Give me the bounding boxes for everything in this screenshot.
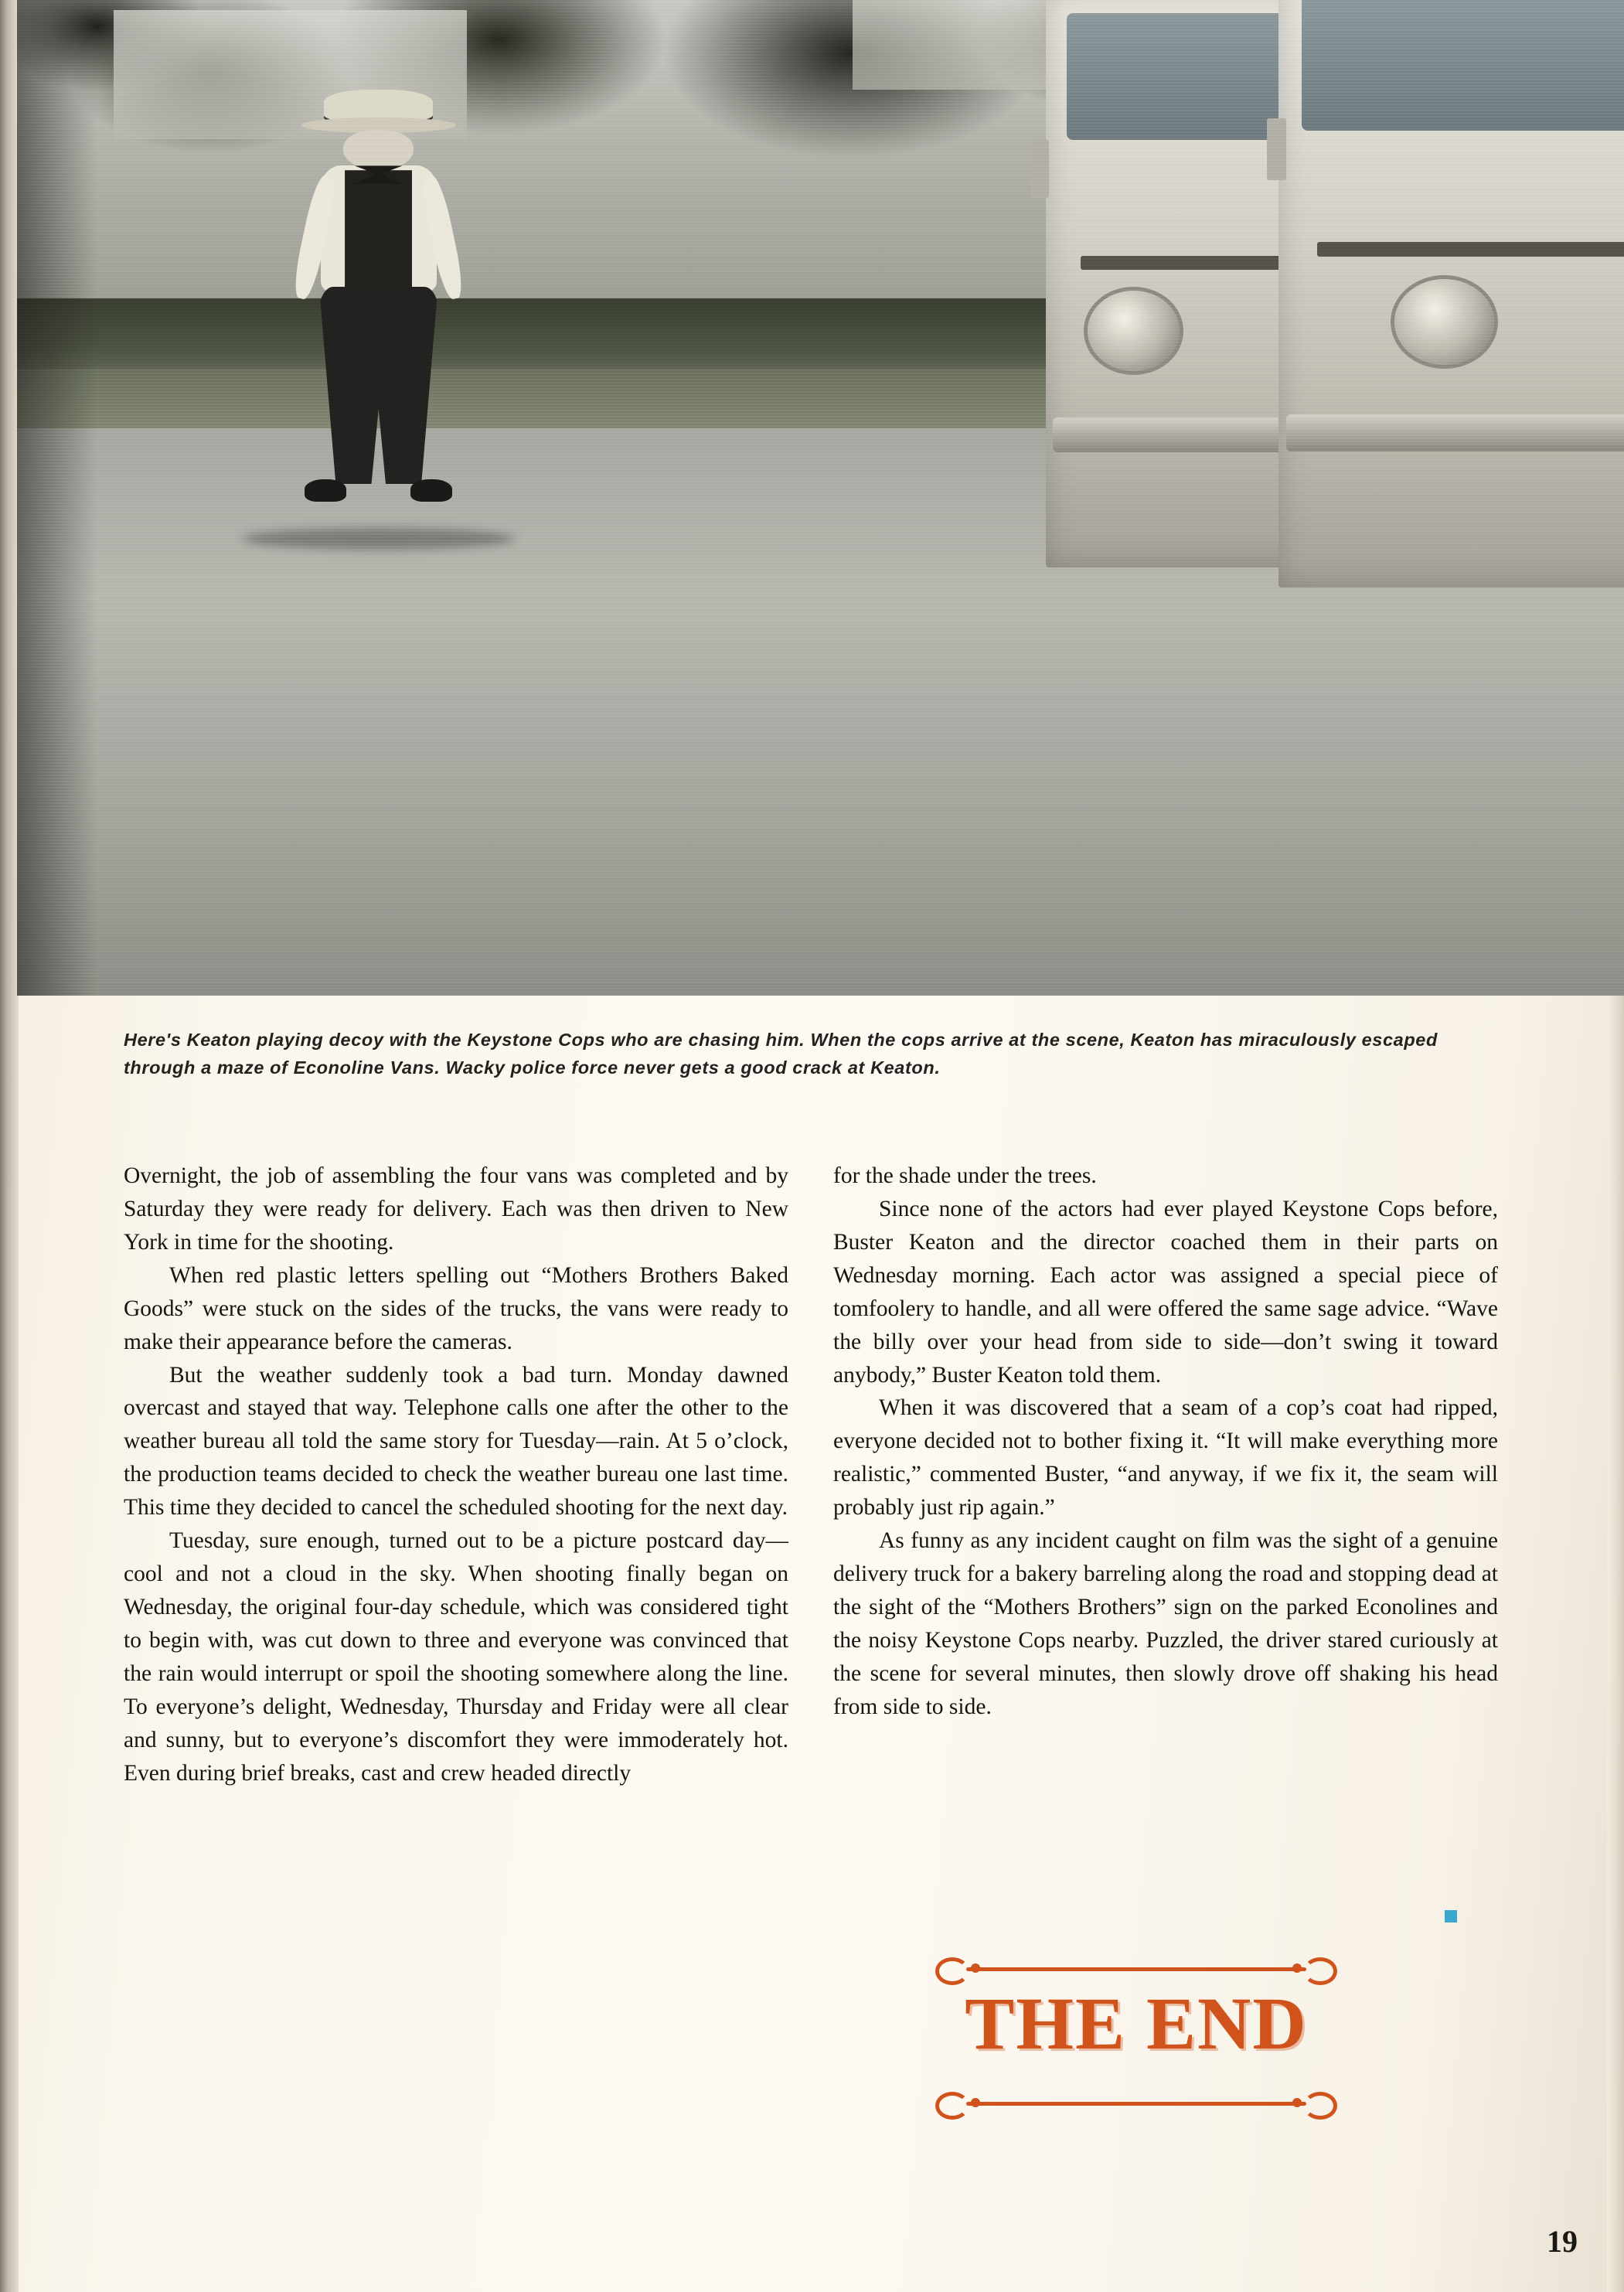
keystone-cops-photo (17, 0, 1624, 996)
flourish-curl-right-icon (1303, 1957, 1337, 1985)
flourish-bottom (935, 2092, 1337, 2112)
the-end-logo (912, 1940, 1360, 2126)
flourish-dot-left (971, 1963, 980, 1973)
paragraph: for the shade under the trees. (833, 1163, 1097, 1188)
paragraph: But the weather suddenly took a bad turn. Monday dawned overcast and stayed that way. Telephone calls one after the other to the weather bureau all told the same story for Tuesday—rain. At 5 o’clock, the production teams decided to check the weather bureau one last time. This time they decided to cancel the scheduled shooting for the next day. (124, 1362, 788, 1521)
flourish-line (966, 2102, 1306, 2106)
paragraph: As funny as any incident caught on film was the sight of a genuine delivery truck for a bakery barreling along the road and stopping dead at the sight of the “Mothers Brothers” sign on the parked Econolines and the noisy Keystone Cops nearby. Puzzled, the driver stared curiously at the scene for several minutes, then slowly drove off shaking his head from side to side. (833, 1528, 1498, 1719)
flourish-curl-right-icon (1303, 2092, 1337, 2120)
end-of-article-mark (1445, 1910, 1457, 1922)
flourish-dot-right (1292, 1963, 1302, 1973)
the-end-text: THE END (965, 1982, 1308, 2065)
paragraph: Since none of the actors had ever played Keystone Cops before, Buster Keaton and the director coached them in their parts on Wednesday morning. Each actor was assigned a special piece of tomfoolery to handle, and all were offered the same sage advice. “Wave the billy over your head from side to side—don’t swing it toward anybody,” Buster Keaton told them. (833, 1196, 1498, 1388)
photo-caption: Here's Keaton playing decoy with the Keystone Cops who are chasing him. When the cops arrive at the scene, Keaton has miraculously escaped through a maze of Econoline Vans. Wacky police force never gets a good crack at Keaton. (124, 1030, 1438, 1078)
paragraph: Tuesday, sure enough, turned out to be a picture postcard day—cool and not a cloud in the sky. When shooting finally began on Wednesday, the original four-day schedule, which was considered tight to begin with, was cut down to three and everyone was convinced that the rain would interrupt or spoil the shooting somewhere along the line. To everyone’s delight, Wednesday, Thursday and Friday were all clear and sunny, but to everyone’s discomfort they were immoderately hot. Even during brief breaks, cast and crew headed directly (124, 1528, 788, 1786)
paragraph: Overnight, the job of assembling the four vans was completed and by Saturday they were ready for delivery. Each was then driven to New York in time for the shooting. (124, 1163, 788, 1255)
photo-grain (17, 0, 1624, 996)
flourish-top (935, 1957, 1337, 1977)
flourish-dot-left (971, 2098, 980, 2107)
paragraph: When it was discovered that a seam of a cop’s coat had ripped, everyone decided not to bother fixing it. “It will make everything more realistic,” commented Buster, “and anyway, if we fix it, the seam will probably just rip again.” (833, 1395, 1498, 1521)
article-column-right (833, 1160, 1498, 1790)
flourish-line (966, 1967, 1306, 1971)
page-number: 19 (1547, 2224, 1578, 2259)
flourish-dot-right (1292, 2098, 1302, 2107)
flourish-curl-left-icon (935, 2092, 969, 2120)
paragraph: When red plastic letters spelling out “Mothers Brothers Baked Goods” were stuck on the sides of the trucks, the vans were ready to make their appearance before the cameras. (124, 1262, 788, 1354)
scan-edge-left (0, 0, 19, 2292)
article-body (124, 1160, 1515, 1790)
article-column-left (124, 1160, 788, 1790)
